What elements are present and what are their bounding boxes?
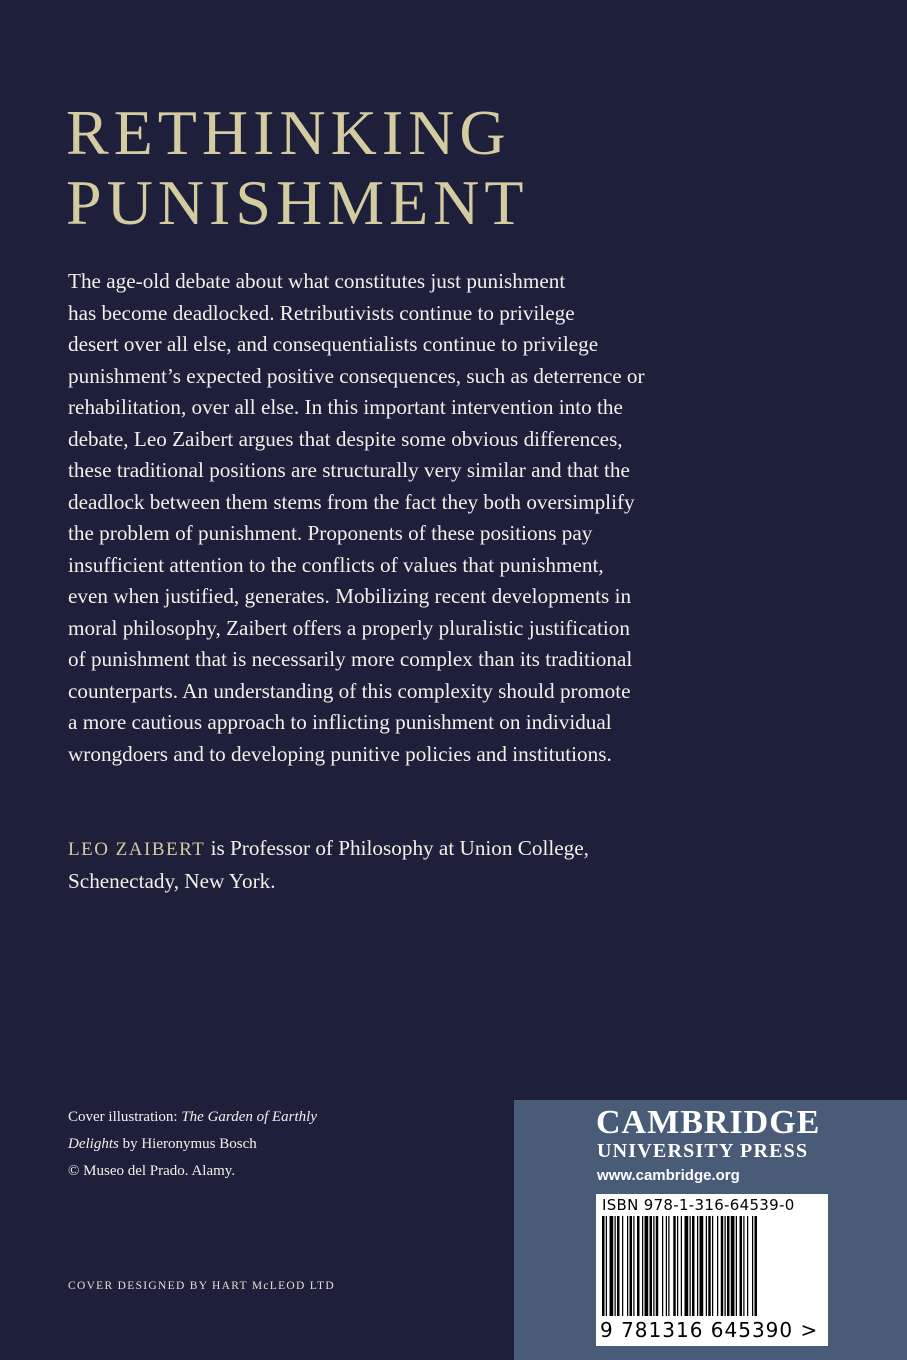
blurb-line: wrongdoers and to developing punitive policies and institutions.: [68, 741, 612, 766]
blurb-line: insufficient attention to the conflicts of values that punishment,: [68, 552, 604, 577]
blurb-line: counterparts. An understanding of this complexity should promote: [68, 678, 631, 703]
blurb-line: a more cautious approach to inflicting punishment on individual: [68, 710, 612, 734]
author-bio: [68, 833, 708, 897]
blurb-line: moral philosophy, Zaibert offers a properly pluralistic justification: [68, 615, 630, 640]
credit-artist: by Hieronymus Bosch: [118, 1136, 257, 1152]
publisher-press: UNIVERSITY PRESS: [597, 1140, 809, 1162]
blurb-line: debate, Leo Zaibert argues that despite some obvious differences,: [68, 426, 623, 451]
publisher-name: CAMBRIDGE: [596, 1104, 821, 1141]
author-bio-line-2: Schenectady, New York.: [68, 868, 276, 893]
blurb-line: desert over all else, and consequentialists continue to privilege: [68, 332, 599, 356]
blurb-line: deadlock between them stems from the fact they both oversimplify: [68, 489, 635, 514]
author-name: LEO ZAIBERT: [68, 839, 206, 860]
credit-prefix: Cover illustration:: [68, 1109, 182, 1125]
blurb-line: rehabilitation, over all else. In this important intervention into the: [68, 395, 623, 419]
blurb-line: has become deadlocked. Retributivists continue to privilege: [68, 300, 575, 325]
isbn-label: ISBN 978-1-316-64539-0: [602, 1196, 795, 1214]
credit-work-title-a: The Garden of Earthly: [181, 1109, 318, 1125]
cover-designer-credit: COVER DESIGNED BY HART McLEOD LTD: [68, 1280, 335, 1292]
barcode-box: [596, 1194, 828, 1346]
publisher-url: www.cambridge.org: [597, 1167, 740, 1184]
book-blurb: [68, 266, 708, 770]
credit-line-1: [68, 1104, 488, 1131]
credit-copyright: © Museo del Prado. Alamy.: [68, 1163, 236, 1179]
title-line-2: PUNISHMENT: [66, 167, 529, 238]
blurb-line: even when justified, generates. Mobilizing recent developments in: [68, 584, 632, 608]
barcode-icon: [602, 1216, 822, 1320]
blurb-line: these traditional positions are structurally very similar and that the: [68, 458, 630, 482]
book-title: [66, 98, 528, 238]
credit-line-2: [68, 1131, 488, 1158]
blurb-line: of punishment that is necessarily more complex than its traditional: [68, 647, 633, 671]
blurb-line: punishment’s expected positive consequences, such as deterrence or: [68, 363, 645, 388]
author-bio-line-1: [68, 833, 708, 866]
cover-credit: [68, 1104, 488, 1185]
author-bio-text: is Professor of Philosophy at Union College,: [205, 836, 589, 860]
barcode-digits: 9 781316 645390 >: [600, 1318, 819, 1342]
publisher-panel: [514, 1100, 907, 1360]
blurb-line: The age-old debate about what constitutes just punishment: [68, 269, 566, 293]
blurb-line: the problem of punishment. Proponents of these positions pay: [68, 521, 593, 545]
title-line-1: RETHINKING: [66, 97, 511, 168]
credit-work-title-b: Delights: [68, 1136, 119, 1152]
